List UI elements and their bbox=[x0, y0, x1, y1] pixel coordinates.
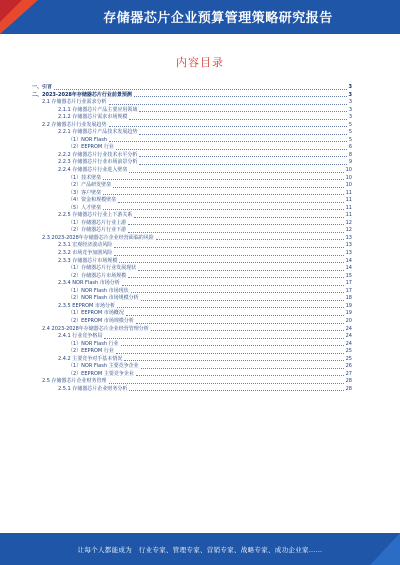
toc-leader-dots bbox=[136, 322, 344, 324]
toc-leader-dots bbox=[129, 118, 346, 120]
toc-entry-label: （1）存储器芯片行业上游 bbox=[68, 219, 127, 226]
toc-entry-label: （1）存储器芯片行业发展现状 bbox=[68, 265, 137, 272]
toc-entry-page: 3 bbox=[348, 99, 352, 106]
toc-entry[interactable] bbox=[32, 378, 352, 386]
toc-entry-page: 5 bbox=[348, 129, 352, 136]
toc-entry-label: 2.5.1 存储器芯片企业财务分析 bbox=[58, 385, 128, 392]
toc-entry-label: （1）NOR Flash bbox=[68, 136, 108, 143]
toc-leader-dots bbox=[103, 208, 343, 210]
toc-entry-page: 5 bbox=[348, 136, 352, 143]
toc-entry[interactable] bbox=[32, 197, 352, 205]
toc-entry-page: 3 bbox=[348, 114, 352, 121]
toc-entry-page: 18 bbox=[345, 295, 352, 302]
toc-entry[interactable] bbox=[32, 227, 352, 235]
toc-leader-dots bbox=[118, 201, 343, 203]
toc-leader-dots bbox=[141, 299, 344, 301]
toc-entry-page: 3 bbox=[348, 106, 352, 113]
toc-entry-page: 28 bbox=[345, 385, 352, 392]
toc-entry[interactable] bbox=[32, 348, 352, 356]
toc-entry-label: 2.2.2 存储器芯片行业技术水平分析 bbox=[58, 151, 138, 158]
toc-leader-dots bbox=[104, 337, 343, 339]
toc-leader-dots bbox=[128, 223, 343, 225]
toc-leader-dots bbox=[129, 389, 343, 391]
toc-entry-label: 2.1.2 存储器芯片需求市场规模 bbox=[58, 114, 128, 121]
toc-entry-page: 6 bbox=[348, 144, 352, 151]
toc-entry-page: 8 bbox=[348, 151, 352, 158]
toc-entry-label: （2）EEPROM 行业 bbox=[68, 144, 114, 151]
toc-entry-page: 25 bbox=[345, 355, 352, 362]
toc-leader-dots bbox=[122, 284, 344, 286]
toc-entry-label: （2）存储器芯片市场规模 bbox=[68, 272, 127, 279]
toc-entry-label: 2.1.1 存储器芯片产品主要应用领域 bbox=[58, 106, 138, 113]
toc-entry-label: 2.2.1 存储器芯片产品技术发展趋势 bbox=[58, 129, 138, 136]
toc-leader-dots bbox=[126, 314, 344, 316]
toc-entry-page: 14 bbox=[345, 257, 352, 264]
toc-leader-dots bbox=[139, 133, 346, 135]
toc-entry-page: 5 bbox=[348, 121, 352, 128]
toc-entry[interactable] bbox=[32, 167, 352, 175]
toc-entry-page: 25 bbox=[345, 348, 352, 355]
toc-leader-dots bbox=[136, 374, 344, 376]
toc-leader-dots bbox=[128, 231, 343, 233]
toc-entry-label: 二、2023-2028年存储器芯片行业前景预测 bbox=[32, 91, 132, 98]
toc-leader-dots bbox=[151, 329, 344, 331]
toc-leader-dots bbox=[121, 344, 344, 346]
toc-entry-page: 10 bbox=[345, 182, 352, 189]
toc-entry[interactable] bbox=[32, 84, 352, 92]
toc-heading: 内容目录 bbox=[176, 56, 224, 69]
toc-entry-label: （1）NOR Flash 行业 bbox=[68, 340, 119, 347]
toc-entry[interactable] bbox=[32, 258, 352, 266]
toc-entry-page: 14 bbox=[345, 265, 352, 272]
toc-leader-dots bbox=[113, 186, 343, 188]
toc-entry[interactable] bbox=[32, 182, 352, 190]
toc-entry-label: 2.3 2023-2028年存储器芯片企业经营面临的风险 bbox=[42, 234, 154, 241]
toc-entry-label: （4）资金和规模壁垒 bbox=[68, 197, 117, 204]
toc-entry-label: （2）EEPROM 主要竞争企业 bbox=[68, 370, 134, 377]
toc-entry-page: 19 bbox=[345, 310, 352, 317]
toc-leader-dots bbox=[134, 216, 343, 218]
toc-entry[interactable] bbox=[32, 92, 352, 100]
toc-entry[interactable] bbox=[32, 250, 352, 258]
toc-entry-label: （2）EEPROM 市场规模分析 bbox=[68, 317, 134, 324]
toc-entry-page: 15 bbox=[345, 272, 352, 279]
toc-entry-page: 11 bbox=[345, 189, 352, 196]
toc-entry[interactable] bbox=[32, 333, 352, 341]
toc-entry-label: 2.4.2 主要竞争对手基本情况 bbox=[58, 355, 123, 362]
footer-slogan: 让每个人都能成为 行业专家、管理专家、营销专家、战略专家、成功企业家…… bbox=[77, 546, 323, 554]
toc-entry-label: 2.2.3 存储器芯片行业市场前景分析 bbox=[58, 159, 138, 166]
toc-entry[interactable] bbox=[32, 144, 352, 152]
toc-leader-dots bbox=[139, 155, 346, 157]
toc-leader-dots bbox=[129, 171, 343, 173]
toc-leader-dots bbox=[116, 148, 347, 150]
toc-entry-label: 2.1 存储器芯片行业需求分析 bbox=[42, 99, 107, 106]
toc-entry-label: 2.2.4 存储器芯片行业进入壁垒 bbox=[58, 167, 128, 174]
toc-entry-label: （1）NOR Flash 市场现状 bbox=[68, 287, 129, 294]
toc-entry[interactable] bbox=[32, 99, 352, 107]
toc-leader-dots bbox=[139, 110, 346, 112]
toc-leader-dots bbox=[119, 261, 343, 263]
toc-leader-dots bbox=[109, 125, 347, 127]
toc-leader-dots bbox=[103, 193, 343, 195]
header-corner-accent-inner bbox=[0, 0, 22, 22]
toc-entry-page: 27 bbox=[345, 370, 352, 377]
toc-entry-page: 10 bbox=[345, 174, 352, 181]
toc-entry-label: 2.3.5 EEPROM 市场分析 bbox=[58, 302, 115, 309]
toc-entry-label: 2.3.3 存储器芯片市场规模 bbox=[58, 257, 118, 264]
toc-leader-dots bbox=[124, 359, 343, 361]
toc-entry-page: 28 bbox=[345, 378, 352, 385]
toc-entry-page: 13 bbox=[345, 242, 352, 249]
toc-entry-label: 2.2.5 存储器芯片行业上下游关系 bbox=[58, 212, 133, 219]
toc-entry-page: 3 bbox=[348, 91, 352, 98]
toc-entry[interactable] bbox=[32, 114, 352, 122]
toc-entry-label: 2.5 存储器芯片企业财务管理 bbox=[42, 378, 107, 385]
toc-leader-dots bbox=[128, 276, 343, 278]
toc-leader-dots bbox=[138, 269, 343, 271]
toc-entry[interactable] bbox=[32, 326, 352, 334]
toc-entry-label: （1）NOR Flash 主要竞争企业 bbox=[68, 363, 139, 370]
toc-entry-label: 2.4.1 行业竞争格局 bbox=[58, 333, 103, 340]
toc-leader-dots bbox=[54, 88, 347, 90]
toc-entry-page: 17 bbox=[345, 280, 352, 287]
toc-entry-page: 19 bbox=[345, 302, 352, 309]
toc-leader-dots bbox=[156, 238, 344, 240]
toc-entry-label: 2.2 存储器芯片行业发展趋势 bbox=[42, 121, 107, 128]
toc-entry-page: 10 bbox=[345, 167, 352, 174]
toc-entry-label: 2.3.4 NOR Flash 市场分析 bbox=[58, 280, 120, 287]
toc-leader-dots bbox=[134, 95, 347, 97]
toc-entry-label: 一、引言 bbox=[32, 84, 53, 90]
table-of-contents bbox=[32, 84, 352, 524]
toc-entry-page: 20 bbox=[345, 317, 352, 324]
toc-leader-dots bbox=[103, 178, 343, 180]
toc-leader-dots bbox=[109, 382, 344, 384]
toc-entry-page: 13 bbox=[345, 250, 352, 257]
toc-entry[interactable] bbox=[32, 310, 352, 318]
toc-entry-label: 2.4 2023-2028年存储器芯片企业经营管理分析 bbox=[42, 325, 149, 332]
toc-entry-page: 13 bbox=[345, 234, 352, 241]
toc-entry[interactable] bbox=[32, 341, 352, 349]
toc-entry-label: 2.3.1 宏观经济波动风险 bbox=[58, 242, 113, 249]
toc-leader-dots bbox=[114, 246, 343, 248]
toc-entry-page: 11 bbox=[345, 212, 352, 219]
toc-entry-page: 24 bbox=[345, 340, 352, 347]
toc-entry-label: 2.3.2 市场竞争加剧风险 bbox=[58, 250, 113, 257]
toc-leader-dots bbox=[114, 254, 343, 256]
toc-entry-label: （3）客户壁垒 bbox=[68, 189, 102, 196]
toc-entry-label: （2）产品研发壁垒 bbox=[68, 182, 112, 189]
toc-entry-page: 26 bbox=[345, 363, 352, 370]
toc-entry[interactable] bbox=[32, 280, 352, 288]
report-title: 存储器芯片企业预算管理策略研究报告 bbox=[103, 11, 333, 26]
toc-entry-label: （1）技术壁垒 bbox=[68, 174, 102, 181]
toc-leader-dots bbox=[141, 367, 344, 369]
toc-entry[interactable] bbox=[32, 159, 352, 167]
toc-entry[interactable] bbox=[32, 212, 352, 220]
toc-entry-label: （2）EEPROM 行业 bbox=[68, 348, 114, 355]
toc-entry-page: 3 bbox=[348, 84, 352, 90]
toc-entry[interactable] bbox=[32, 175, 352, 183]
toc-leader-dots bbox=[109, 103, 347, 105]
toc-leader-dots bbox=[117, 306, 344, 308]
toc-entry-page: 11 bbox=[345, 197, 352, 204]
toc-entry-page: 24 bbox=[345, 333, 352, 340]
toc-entry[interactable] bbox=[32, 242, 352, 250]
toc-leader-dots bbox=[139, 163, 346, 165]
toc-leader-dots bbox=[116, 352, 344, 354]
toc-entry[interactable] bbox=[32, 265, 352, 273]
toc-entry-page: 12 bbox=[345, 227, 352, 234]
toc-leader-dots bbox=[131, 291, 344, 293]
toc-entry[interactable] bbox=[32, 386, 352, 394]
toc-entry-label: （5）人才壁垒 bbox=[68, 204, 102, 211]
toc-entry-page: 17 bbox=[345, 287, 352, 294]
toc-leader-dots bbox=[109, 140, 347, 142]
toc-entry-page: 9 bbox=[348, 159, 352, 166]
toc-entry-page: 24 bbox=[345, 325, 352, 332]
toc-entry-label: （1）EEPROM 市场概况 bbox=[68, 310, 124, 317]
toc-entry-page: 11 bbox=[345, 204, 352, 211]
toc-entry[interactable] bbox=[32, 129, 352, 137]
toc-entry-page: 12 bbox=[345, 219, 352, 226]
toc-entry[interactable] bbox=[32, 295, 352, 303]
toc-entry-label: （2）NOR Flash 市场规模分析 bbox=[68, 295, 139, 302]
toc-entry[interactable] bbox=[32, 363, 352, 371]
toc-entry-label: （2）存储器芯片行业下游 bbox=[68, 227, 127, 234]
toc-entry[interactable] bbox=[32, 318, 352, 326]
